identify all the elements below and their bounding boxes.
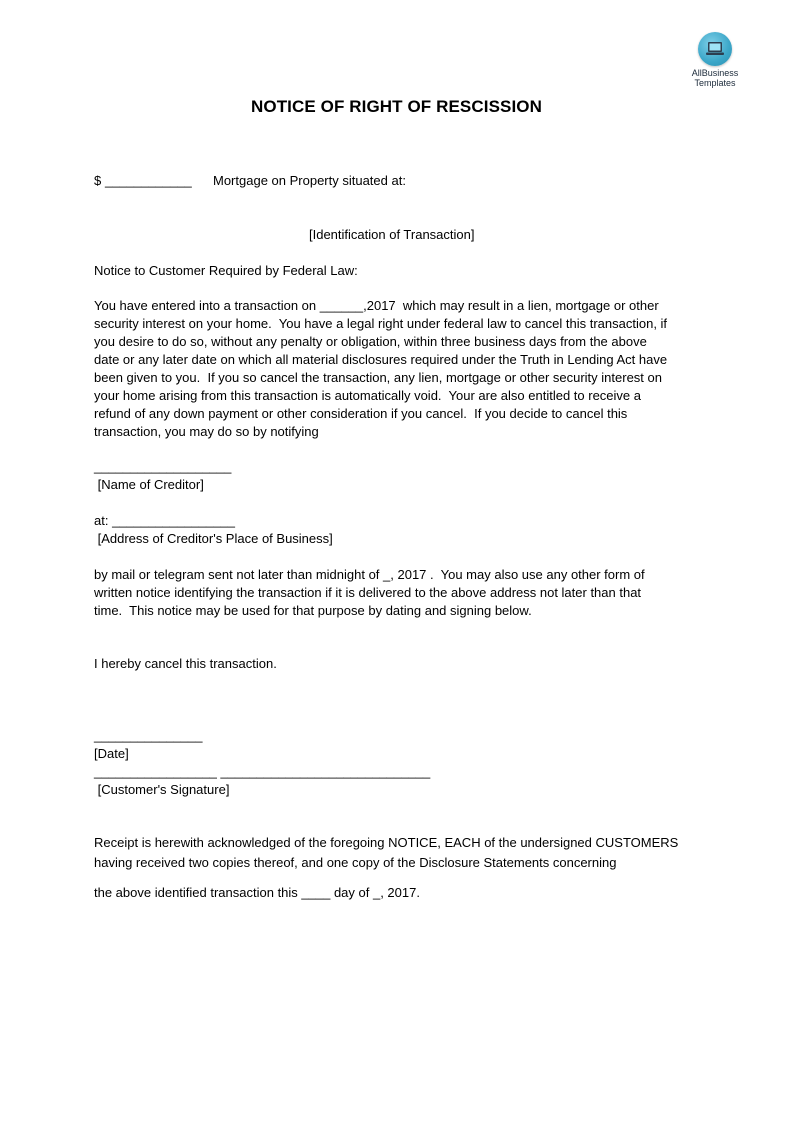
notice-heading: Notice to Customer Required by Federal Law: xyxy=(94,263,358,278)
receipt-line: having received two copies thereof, and one copy of the Disclosure Statements concerning xyxy=(94,855,617,870)
cancel-statement: I hereby cancel this transaction. xyxy=(94,656,277,671)
mortgage-property-label: Mortgage on Property situated at: xyxy=(213,173,406,188)
main-paragraph-line: security interest on your home. You have a legal right under federal law to cancel this transaction, if xyxy=(94,316,668,331)
amount-blank: ____________ xyxy=(105,173,192,188)
identification-of-transaction: [Identification of Transaction] xyxy=(309,227,475,242)
signature-label: [Customer's Signature] xyxy=(94,782,230,797)
date-blank: _______________ xyxy=(94,728,203,743)
creditor-name-blank: ___________________ xyxy=(94,459,232,474)
creditor-name-label: [Name of Creditor] xyxy=(94,477,204,492)
logo-text-line2: Templates xyxy=(694,78,736,88)
allbusiness-logo xyxy=(684,32,746,88)
document-title: NOTICE OF RIGHT OF RESCISSION xyxy=(251,97,542,116)
creditor-address-blank: at: _________________ xyxy=(94,513,235,528)
main-paragraph-line: your home arising from this transaction is automatically void. Your are also entitled to receive a xyxy=(94,388,641,403)
logo-text-line1: AllBusiness xyxy=(691,68,739,78)
main-paragraph-line: been given to you. If you so cancel the transaction, any lien, mortgage or other security interest on xyxy=(94,370,662,385)
creditor-address-label: [Address of Creditor's Place of Business] xyxy=(94,531,333,546)
final-acknowledgement-line: the above identified transaction this ____ day of _, 2017. xyxy=(94,885,420,900)
main-paragraph-line: you desire to do so, without any penalty or obligation, within three business days from the above xyxy=(94,334,647,349)
amount-dollar-sign: $ xyxy=(94,173,102,188)
main-paragraph-line: refund of any down payment or other consideration if you cancel. If you decide to cancel this xyxy=(94,406,628,421)
receipt-line: Receipt is herewith acknowledged of the foregoing NOTICE, EACH of the undersigned CUSTOMERS xyxy=(94,835,679,850)
mail-paragraph xyxy=(94,566,694,620)
signature-blank: _________________ _____________________________ xyxy=(94,764,431,779)
mail-paragraph-line: by mail or telegram sent not later than midnight of _, 2017 . You may also use any other form of xyxy=(94,567,645,582)
laptop-icon xyxy=(698,32,732,66)
mail-paragraph-line: written notice identifying the transaction if it is delivered to the above address not later than that xyxy=(94,585,642,600)
main-paragraph-line: date or any later date on which all material disclosures required under the Truth in Lending Act have xyxy=(94,352,668,367)
mail-paragraph-line: time. This notice may be used for that purpose by dating and signing below. xyxy=(94,603,532,618)
date-label: [Date] xyxy=(94,746,129,761)
main-paragraph-line: You have entered into a transaction on ______,2017 which may result in a lien, mortgage or other xyxy=(94,298,659,313)
main-paragraph-line: transaction, you may do so by notifying xyxy=(94,424,319,439)
main-paragraph xyxy=(94,297,694,441)
